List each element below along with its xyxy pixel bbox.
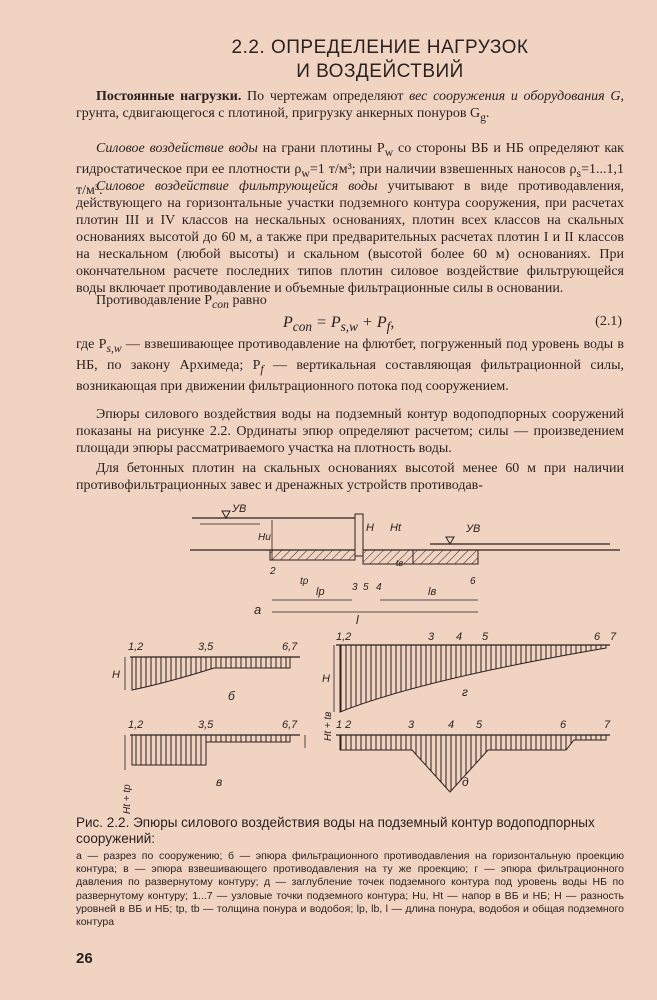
diagram-b-pts3: 6,7 [282,641,298,653]
label-hu: Hu [258,532,271,543]
subscript: w [301,166,310,180]
text: равно [228,293,267,308]
diagram-d-p4: 4 [448,719,455,731]
level-triangle-icon-right [446,537,454,544]
diagram-v-pts2: 3,5 [198,719,214,731]
section-a [190,503,620,627]
subscript: s,w [340,319,359,335]
label-n5: 5 [363,582,369,593]
label-h: H [366,522,374,534]
diagram-d-p5: 5 [476,719,483,731]
label-n6: 6 [470,576,476,587]
text: . [485,106,490,121]
section-title: 2.2. ОПРЕДЕЛЕНИЕ НАГРУЗОК [231,37,529,58]
subscript: s,w [106,341,122,355]
formula-number: (2.1) [595,314,622,329]
diagram-v-name: в [216,775,223,789]
text: P [283,314,293,331]
figure-caption: Рис. 2.2. Эпюры силового воздействия воды на подземный контур водоподпорных сооружений: [76,815,595,846]
text: учитывают в виде противодавления, действующего на горизонтальные участки подземного контура сооружения, при расчетах плотин III и IV классов на нескальных основаниях, плотин всех классов на скальных основаниях высотой до 60 м, а также при предварительных расчетах плотин I и II классов на нескальном (любой высоты) и скальном (высотой более 60 м) основаниях. При окончательном расчете последних типов плотин силовое воздействие фильтрующейся воды включает противодавление и объемные фильтрационные силы в основании. [76,179,625,296]
paragraph-concrete-dams: Для бетонных плотин на скальных основаниях высотой менее 60 м при наличии противофильтрационных завес и дренажных устройств противодав- [76,461,624,493]
diagram-b-axis-label: H [112,669,120,681]
text: =1...1,1 т/м³. [76,161,624,198]
subscript: con [292,319,313,335]
text: где P [76,337,107,352]
text: =1 т/м³; при наличии взвешенных наносов ρ [309,161,577,177]
text: со стороны ВБ и НБ определяют как гидростатическое при ее плотности ρ [76,141,624,177]
text: — взвешивающее противодавление на флютбет, погруженный под уровень воды в НБ, по закону Архимеда; P [76,337,624,373]
apron-upstream [270,550,355,560]
label-l: l [356,613,359,627]
diagram-b-pts2: 3,5 [198,641,214,653]
diagram-d-p6: 6 [560,719,567,731]
label-uv-left: УВ [232,503,247,515]
diagram-v-axis-label2: Ht + tв [323,711,334,741]
label-tp: tp [300,576,309,587]
label-uv-right: УВ [466,523,481,535]
paragraph-lead: Постоянные нагрузки. [96,89,242,104]
diagram-g-p6: 6 [594,631,601,643]
text: , [390,314,395,331]
label-lp: lp [316,586,325,598]
text: По чертежам определяют [241,89,410,104]
label-a: а [254,602,262,617]
diagram-g-p1: 1,2 [336,631,352,643]
label-n4: 4 [376,582,382,593]
apron-downstream [413,550,478,564]
diagram-b-pts: 1,2 [128,641,144,653]
diagram-d-p7: 7 [604,719,611,731]
diagram-d-name: д [462,775,469,789]
section-title-line2: И ВОЗДЕЙСТВИЙ [296,61,464,82]
paragraph-lead: Силовое воздействие воды [96,141,258,156]
text: = P [312,314,341,331]
subscript: con [212,297,229,311]
diagram-g-axis-label: H [322,673,330,685]
label-n3: 3 [352,582,358,593]
diagram-g-p5: 5 [482,631,489,643]
diagram-g-p3: 3 [428,631,435,643]
label-tb: tв [396,558,404,568]
subscript: w [384,145,394,159]
diagram-g-p7: 7 [610,631,617,643]
label-ht: Ht [390,522,401,534]
diagram-b-area [132,657,290,690]
page-number: 26 [76,950,93,967]
diagram-v-area [132,735,290,765]
diagram-b [112,641,300,703]
figure-legend: а — разрез по сооружению; б — эпюра фильтрационного противодавления на горизонтальную проекцию контура; в — эпюра взвешивающего противодавления на ту же проекцию; г — эпюра фильтрационного давления по развернутому контуру; д — заглубление точек подземного контура под уровень воды НБ по развернутому контуру; 1...7 — узловые точки подземного контура; Hu, Ht — напор в ВБ и НБ; H — разность уровней в ВБ и НБ; tp, tb — толщина понура и водобоя; lp, lb, l — длина понура, водобоя и общая подземного контура [76,850,624,929]
diagram-g-p4: 4 [456,631,463,643]
diagram-d [336,719,611,792]
dam-base [363,550,413,564]
diagram-g-area [340,645,606,712]
text: — вертикальная составляющая фильтрационной силы, возникающая при движении фильтрационного потока под сооружением. [76,357,624,394]
diagram-b-name: б [228,689,235,703]
paragraph-lead: Силовое воздействие фильтрующейся воды [96,179,378,194]
level-triangle-icon [222,511,230,518]
dam-wall [355,514,363,556]
subscript: f [386,319,391,335]
diagram-d-p3: 3 [408,719,415,731]
diagram-g [322,631,617,712]
paragraph-diagrams: Эпюры силового воздействия воды на подземный контур водоподпорных сооружений показаны на рисунке 2.2. Ординаты эпюр определяют расчетом; силы — произведением площади эпюры рассматриваемого участка на плотность воды. [76,407,624,456]
diagram-d-p12: 1 2 [336,719,352,731]
diagram-v-pts3: 6,7 [282,719,298,731]
text: + P [358,314,387,331]
diagram-v-axis-label: Ht + tp [122,784,133,814]
diagram-g-name: г [462,685,468,699]
text: на грани плотины P [257,141,385,156]
diagram-v-pts: 1,2 [128,719,144,731]
label-lv: lв [428,586,437,598]
text: грунта, сдвигающегося с плотиной, пригрузку анкерных понуров G [76,106,481,121]
text: вес сооружения и оборудования G, [409,89,624,104]
subscript: s [576,166,582,180]
diagram-v [122,712,334,814]
subscript: f [260,362,264,376]
label-n2: 2 [270,566,276,577]
diagram-d-area [340,735,606,792]
subscript: g [480,110,486,124]
text: Противодавление P [96,293,213,308]
